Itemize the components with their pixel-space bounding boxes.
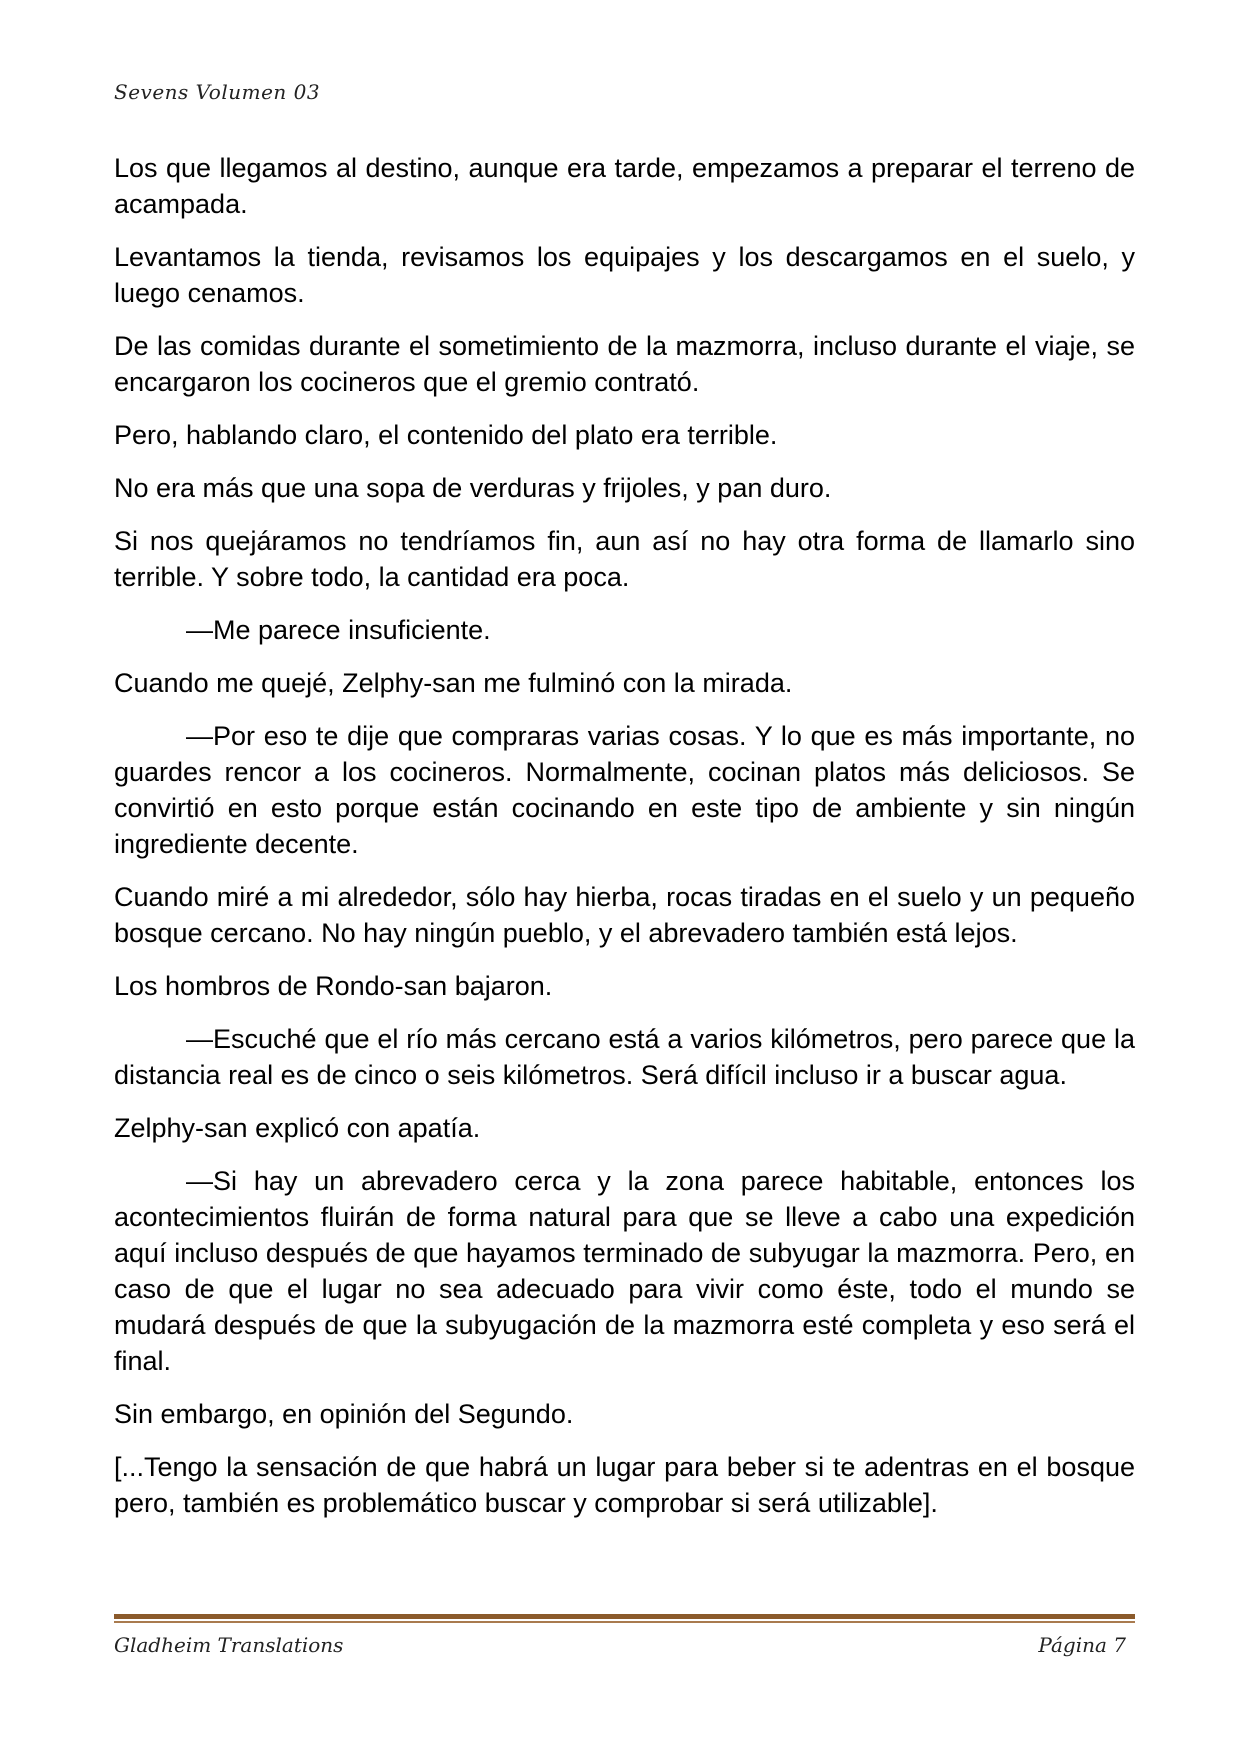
footer-publisher: Gladheim Translations	[114, 1633, 344, 1657]
footer-divider	[114, 1614, 1135, 1623]
dialogue-paragraph: —Me parece insuficiente.	[186, 615, 491, 645]
paragraph: De las comidas durante el sometimiento de la mazmorra, incluso durante el viaje, se encargaron los cocineros que el gremio contrató.	[114, 331, 1135, 397]
paragraph: Los que llegamos al destino, aunque era tarde, empezamos a preparar el terreno de acampada.	[114, 153, 1135, 219]
dialogue-paragraph: —Escuché que el río más cercano está a varios kilómetros, pero parece que la distancia real es de cinco o seis kilómetros. Será difícil incluso ir a buscar agua.	[114, 1024, 1135, 1090]
paragraph: Los hombros de Rondo-san bajaron.	[114, 971, 553, 1001]
paragraph: Levantamos la tienda, revisamos los equipajes y los descargamos en el suelo, y luego cenamos.	[114, 242, 1135, 308]
paragraph: Pero, hablando claro, el contenido del plato era terrible.	[114, 420, 778, 450]
paragraph: Sin embargo, en opinión del Segundo.	[114, 1399, 574, 1429]
page-body	[114, 150, 1135, 1538]
page-number: Página 7	[1038, 1633, 1126, 1657]
dialogue-paragraph: —Por eso te dije que compraras varias cosas. Y lo que es más importante, no guardes rencor a los cocineros. Normalmente, cocinan platos más deliciosos. Se convirtió en esto porque están cocinando en este tipo de ambiente y sin ningún ingrediente decente.	[114, 721, 1135, 859]
paragraph: [...Tengo la sensación de que habrá un lugar para beber si te adentras en el bosque pero, también es problemático buscar y comprobar si será utilizable].	[114, 1452, 1135, 1518]
dialogue-paragraph: —Si hay un abrevadero cerca y la zona parece habitable, entonces los acontecimientos fluirán de forma natural para que se lleve a cabo una expedición aquí incluso después de que hayamos terminado de subyugar la mazmorra. Pero, en caso de que el lugar no sea adecuado para vivir como éste, todo el mundo se mudará después de que la subyugación de la mazmorra esté completa y eso será el final.	[114, 1166, 1135, 1376]
paragraph: Si nos quejáramos no tendríamos fin, aun así no hay otra forma de llamarlo sino terrible. Y sobre todo, la cantidad era poca.	[114, 526, 1135, 592]
running-header: Sevens Volumen 03	[114, 80, 321, 104]
paragraph: Cuando me quejé, Zelphy-san me fulminó con la mirada.	[114, 668, 793, 698]
paragraph: No era más que una sopa de verduras y frijoles, y pan duro.	[114, 473, 832, 503]
paragraph: Zelphy-san explicó con apatía.	[114, 1113, 481, 1143]
paragraph: Cuando miré a mi alrededor, sólo hay hierba, rocas tiradas en el suelo y un pequeño bosque cercano. No hay ningún pueblo, y el abrevadero también está lejos.	[114, 882, 1135, 948]
footer-divider-thin	[114, 1621, 1135, 1623]
footer-divider-thick	[114, 1614, 1135, 1619]
